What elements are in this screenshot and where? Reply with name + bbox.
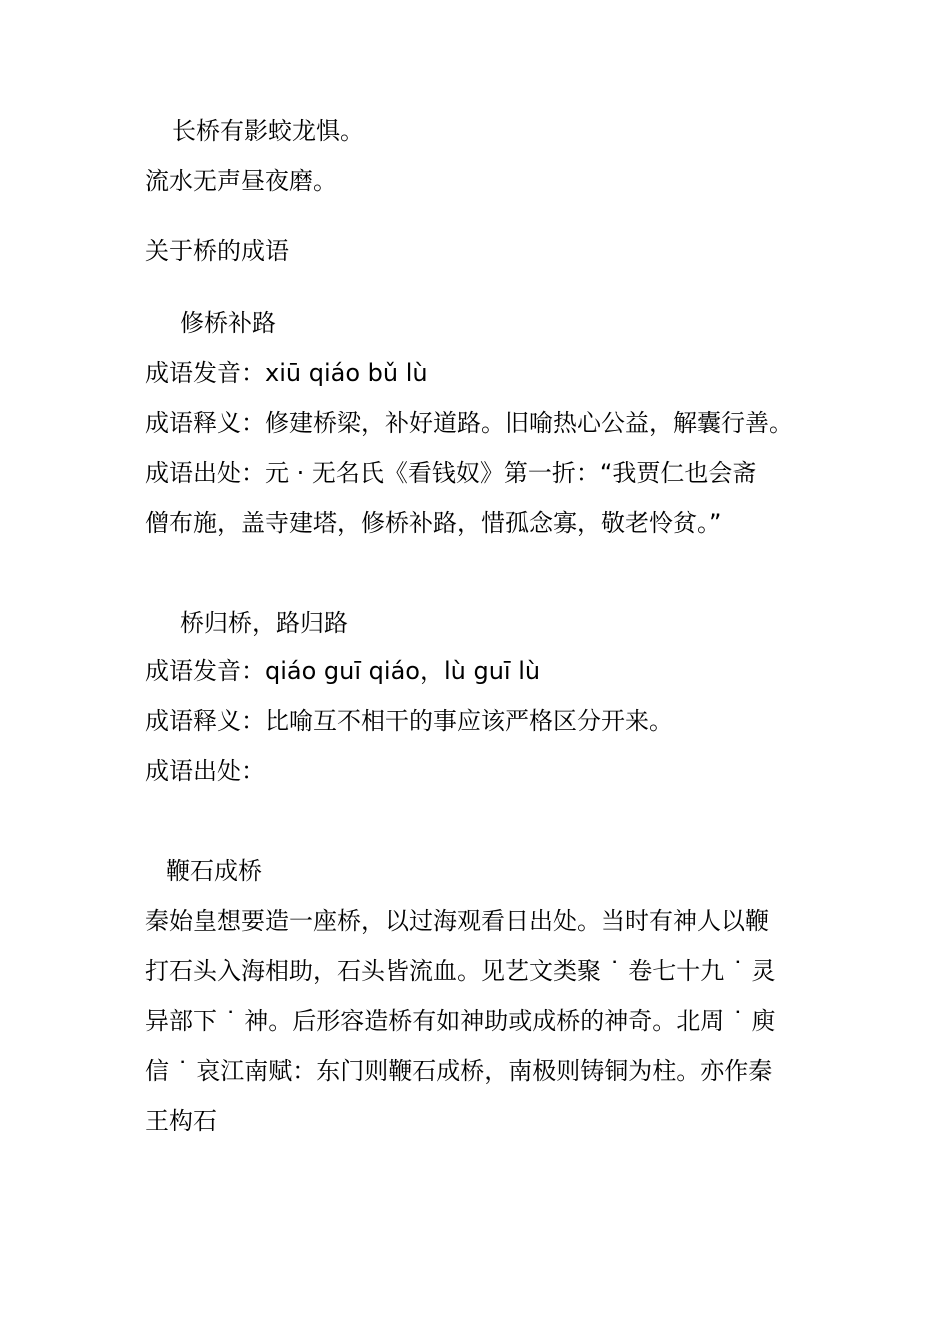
section-title: 关于桥的成语 [145, 237, 289, 265]
idiom-2-title: 桥归桥，路归路 [180, 609, 348, 637]
poem-line-2: 流水无声昼夜磨。 [145, 167, 337, 195]
poem-line-1: 长桥有影蛟龙惧。 [172, 117, 364, 145]
idiom-1-title: 修桥补路 [180, 309, 276, 337]
idiom-3-desc-line-5: 王构石 [145, 1107, 217, 1135]
idiom-3-desc-line-2: 打石头入海相助，石头皆流血。见艺文类聚 ˙ 卷七十九 ˙ 灵 [145, 957, 776, 985]
idiom-1-pronunciation: 成语发音：xiū qiáo bǔ lù [145, 359, 428, 387]
idiom-3-desc-line-4: 信 ˙ 哀江南赋：东门则鞭石成桥，南极则铸铜为柱。亦作秦 [145, 1057, 773, 1085]
idiom-3-desc-line-3: 异部下 ˙ 神。后形容造桥有如神助或成桥的神奇。北周 ˙ 庾 [145, 1007, 776, 1035]
idiom-3-desc-line-1: 秦始皇想要造一座桥，以过海观看日出处。当时有神人以鞭 [145, 907, 769, 935]
idiom-1-source-line-2: 僧布施，盖寺建塔，修桥补路，惜孤念寡，敬老怜贫。” [145, 509, 722, 537]
idiom-1-meaning: 成语释义：修建桥梁，补好道路。旧喻热心公益，解囊行善。 [145, 409, 793, 437]
idiom-3-title: 鞭石成桥 [166, 857, 262, 885]
idiom-2-pronunciation: 成语发音：qiáo guī qiáo，lù guī lù [145, 657, 541, 685]
idiom-2-meaning: 成语释义：比喻互不相干的事应该严格区分开来。 [145, 707, 673, 735]
idiom-1-source-line-1: 成语出处：元 · 无名氏《看钱奴》第一折：“我贾仁也会斋 [145, 459, 757, 487]
idiom-2-source: 成语出处： [145, 757, 265, 785]
